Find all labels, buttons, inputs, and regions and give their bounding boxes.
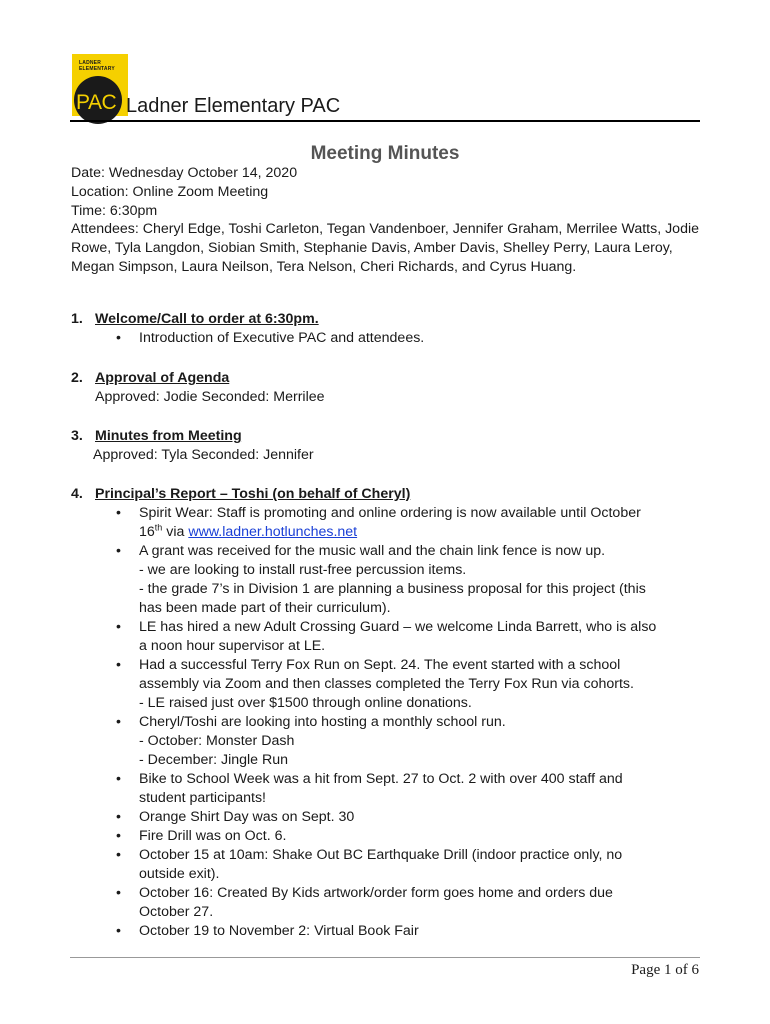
item-number: 3. [71, 428, 83, 444]
list-item: • LE has hired a new Adult Crossing Guard – we welcome Linda Barrett, who is also a noon hour supervisor at LE. [116, 619, 657, 654]
bullet-icon: • [116, 330, 121, 346]
approval-text: Approved: Jodie Seconded: Merrilee [95, 389, 325, 405]
agenda-item-heading [71, 369, 701, 388]
header-divider [70, 120, 700, 122]
item-heading-text: Minutes from Meeting [95, 428, 242, 444]
pac-logo [72, 54, 128, 116]
meeting-info [71, 164, 701, 277]
item-heading-text: Principal’s Report – Toshi (on behalf of Cheryl) [95, 486, 411, 502]
page-number: Page 1 of 6 [631, 962, 699, 978]
item-heading-text: Approval of Agenda [95, 370, 230, 386]
bullet-icon: • [116, 923, 121, 939]
agenda-item-heading [71, 310, 701, 329]
list-item: • Bike to School Week was a hit from Sept. 27 to Oct. 2 with over 400 staff and student participants! [116, 771, 623, 806]
bullet-icon: • [116, 809, 121, 825]
agenda-item-heading [71, 427, 701, 446]
list-item: • October 19 to November 2: Virtual Book Fair [116, 923, 419, 939]
list-item: • Orange Shirt Day was on Sept. 30 [116, 809, 355, 825]
bullet-icon: • [116, 847, 121, 863]
meeting-attendees: Attendees: Cheryl Edge, Toshi Carleton, Tegan Vandenboer, Jennifer Graham, Merrilee Watts, Jodie Rowe, Tyla Langdon, Siobian Smith, Stephanie Davis, Amber Davis, Shelley Perry, Laura Leroy, Megan Simpson, Laura Neilson, Tera Nelson, Cheri Richards, and Cyrus Huang. [71, 221, 700, 275]
item-bullets [71, 329, 701, 348]
meeting-date: Date: Wednesday October 14, 2020 [71, 165, 298, 181]
bullet-icon: • [116, 619, 121, 635]
agenda-item-1 [71, 310, 701, 348]
hotlunches-link[interactable]: www.ladner.hotlunches.net [188, 524, 358, 540]
approval-text: Approved: Tyla Seconded: Jennifer [93, 447, 314, 463]
bullet-icon: • [116, 828, 121, 844]
agenda-item-heading [71, 485, 701, 504]
list-item: • Spirit Wear: Staff is promoting and online ordering is now available until October 16th via www.ladner.hotlunches.net [116, 505, 641, 540]
list-item: • October 15 at 10am: Shake Out BC Earthquake Drill (indoor practice only, no outside exit). [116, 847, 623, 882]
logo-school-name: LADNER ELEMENTARY [79, 60, 115, 72]
list-item: • Introduction of Executive PAC and attendees. [116, 330, 425, 346]
list-item: • October 16: Created By Kids artwork/order form goes home and orders due October 27. [116, 885, 613, 920]
logo-pac-text: PAC [76, 91, 117, 114]
principal-report-bullets [71, 504, 701, 941]
list-item: • Had a successful Terry Fox Run on Sept. 24. The event started with a school assembly via Zoom and then classes completed the Terry Fox Run via cohorts. - LE raised just over $1500 through online donations. [116, 657, 634, 711]
bullet-icon: • [116, 885, 121, 901]
footer-divider [70, 957, 700, 958]
agenda-item-3 [71, 427, 701, 465]
meeting-time: Time: 6:30pm [71, 202, 158, 219]
list-item: • Fire Drill was on Oct. 6. [116, 828, 287, 844]
bullet-icon: • [116, 714, 121, 730]
list-item: • Cheryl/Toshi are looking into hosting a monthly school run. - October: Monster Dash - December: Jingle Run [116, 714, 506, 768]
bullet-icon: • [116, 657, 121, 673]
meeting-location: Location: Online Zoom Meeting [71, 183, 269, 200]
agenda-item-4 [71, 485, 701, 941]
agenda-item-2 [71, 369, 701, 407]
page-title: Meeting Minutes [310, 143, 460, 164]
bullet-icon: • [116, 505, 121, 521]
list-item: • A grant was received for the music wall and the chain link fence is now up. - we are looking to install rust-free percussion items. - the grade 7’s in Division 1 are planning a business proposal for this project (this has been made part of their curriculum). [116, 543, 646, 616]
item-number: 2. [71, 370, 83, 386]
bullet-icon: • [116, 543, 121, 559]
bullet-icon: • [116, 771, 121, 787]
organization-title: Ladner Elementary PAC [126, 95, 341, 117]
item-number: 4. [71, 486, 83, 502]
item-heading-text: Welcome/Call to order at 6:30pm. [95, 311, 319, 327]
item-number: 1. [71, 311, 83, 327]
